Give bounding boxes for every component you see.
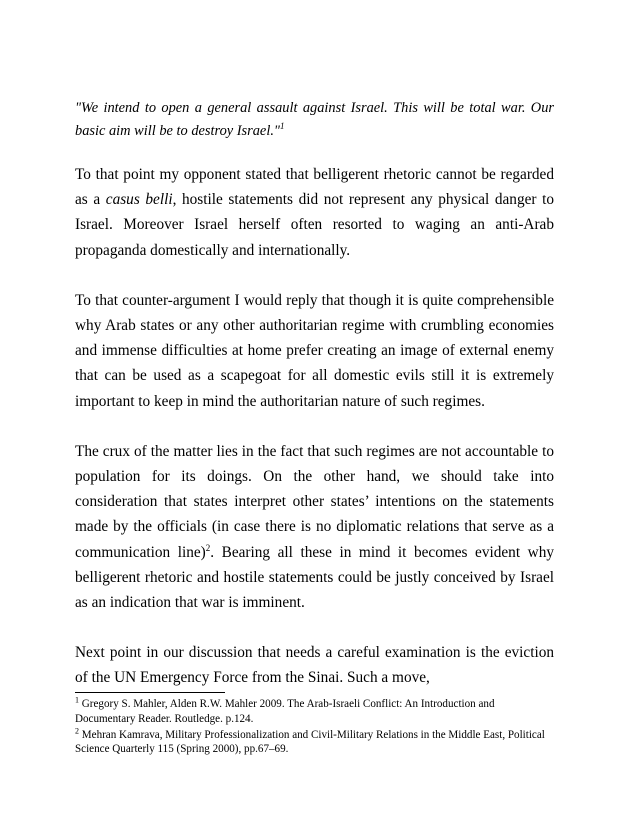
paragraph-2: To that counter-argument I would reply that though it is quite comprehensible why Arab states or any other authoritarian regime with crumbling economies and immense difficulties at home prefer creating an image of external enemy that can be used as a scapegoat for all domestic evils still it is extremely important to keep in mind the authoritarian nature of such regimes.	[75, 291, 554, 410]
footnote-2-number: 2	[75, 725, 79, 735]
footnote-ref-1[interactable]: 1	[279, 121, 285, 132]
paragraph-3	[75, 439, 554, 615]
paragraph-4: Next point in our discussion that needs a careful examination is the eviction of the UN Emergency Force from the Sinai. Such a move,	[75, 644, 554, 687]
paragraph-3-text-b: . Bearing all these in mind it becomes evident why belligerent rhetoric and hostile statements could be justly conceived by Israel as an indication that war is imminent.	[75, 543, 554, 612]
paragraph-1	[75, 162, 554, 263]
footnote-1-text: Gregory S. Mahler, Alden R.W. Mahler 2009. The Arab-Israeli Conflict: An Introduction and Documentary Reader. Routledge. p.124.	[75, 698, 495, 725]
opening-quote	[75, 97, 554, 143]
footnote-1-number: 1	[75, 695, 79, 705]
paragraph-1-text-a: To that point my opponent stated that belligerent rhetoric cannot be regarded as a	[75, 166, 554, 209]
body-text	[75, 97, 554, 691]
footnote-ref-2[interactable]: 2	[205, 542, 211, 553]
casus-belli-term: casus belli	[105, 191, 173, 209]
paragraph-3-text-a: The crux of the matter lies in the fact that such regimes are not accountable to population for its doings. On the other hand, we should take into consideration that states interpret other states’ intentions on the statements made by the officials (in case there is no diplomatic relations that serve as a communication line)	[75, 442, 554, 561]
footnote-2-text: Mehran Kamrava, Military Professionalization and Civil-Military Relations in the Middle East, Political Science Quarterly 115 (Spring 2000), pp.67–69.	[75, 728, 545, 756]
quote-text: "We intend to open a general assault against Israel. This will be total war. Our basic aim will be to destroy Israel."	[75, 100, 554, 139]
paragraph-1-text-b: , hostile statements did not represent any physical danger to Israel. Moreover Israel herself often resorted to waging an anti-Arab propaganda domestically and internationally.	[75, 191, 555, 259]
footnote-1	[75, 697, 554, 727]
footnotes	[75, 697, 554, 758]
footnote-2	[75, 725, 554, 758]
footnote-divider	[75, 692, 225, 693]
